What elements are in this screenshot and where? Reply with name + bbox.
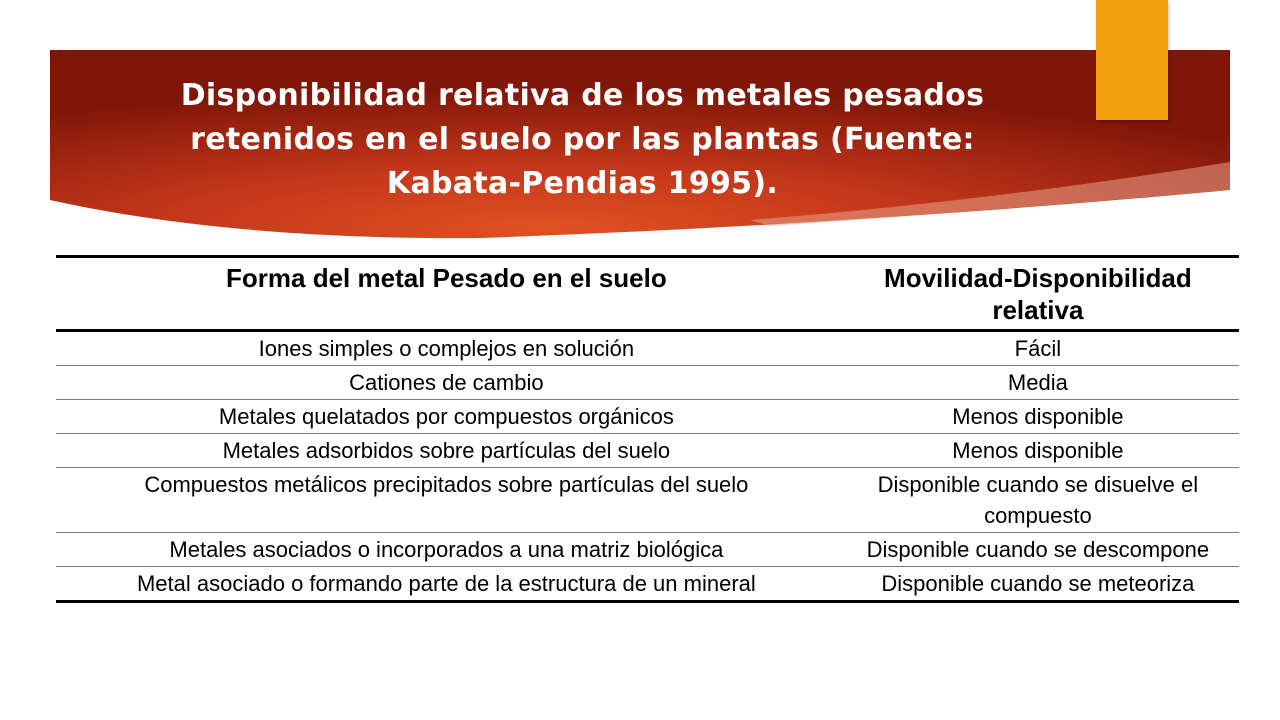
metal-form-cell: Compuestos metálicos precipitados sobre partículas del suelo	[56, 468, 837, 533]
table-row	[56, 434, 1239, 468]
mobility-cell: Disponible cuando se disuelve el compuesto	[837, 468, 1239, 533]
accent-tab	[1096, 0, 1168, 120]
metal-form-cell: Iones simples o complejos en solución	[56, 331, 837, 366]
metal-form-cell: Metales asociados o incorporados a una matriz biológica	[56, 533, 837, 567]
slide-title: Disponibilidad relativa de los metales pesados retenidos en el suelo por las plantas (Fuente: Kabata-Pendias 1995).	[180, 78, 985, 201]
table-row	[56, 567, 1239, 602]
mobility-cell: Fácil	[837, 331, 1239, 366]
metal-form-cell: Metales quelatados por compuestos orgánicos	[56, 400, 837, 434]
table-row	[56, 533, 1239, 567]
metals-availability-table	[56, 255, 1239, 603]
table-header-row	[56, 257, 1239, 331]
mobility-cell: Media	[837, 366, 1239, 400]
table-row	[56, 400, 1239, 434]
mobility-cell: Disponible cuando se descompone	[837, 533, 1239, 567]
mobility-cell: Menos disponible	[837, 434, 1239, 468]
table-row	[56, 468, 1239, 533]
header-metal-form: Forma del metal Pesado en el suelo	[56, 257, 837, 331]
metal-form-cell: Metales adsorbidos sobre partículas del suelo	[56, 434, 837, 468]
metal-form-cell: Cationes de cambio	[56, 366, 837, 400]
header-mobility: Movilidad-Disponibilidad relativa	[837, 257, 1239, 331]
table-row	[56, 331, 1239, 366]
mobility-cell: Menos disponible	[837, 400, 1239, 434]
table-row	[56, 366, 1239, 400]
metal-form-cell: Metal asociado o formando parte de la estructura de un mineral	[56, 567, 837, 602]
mobility-cell: Disponible cuando se meteoriza	[837, 567, 1239, 602]
